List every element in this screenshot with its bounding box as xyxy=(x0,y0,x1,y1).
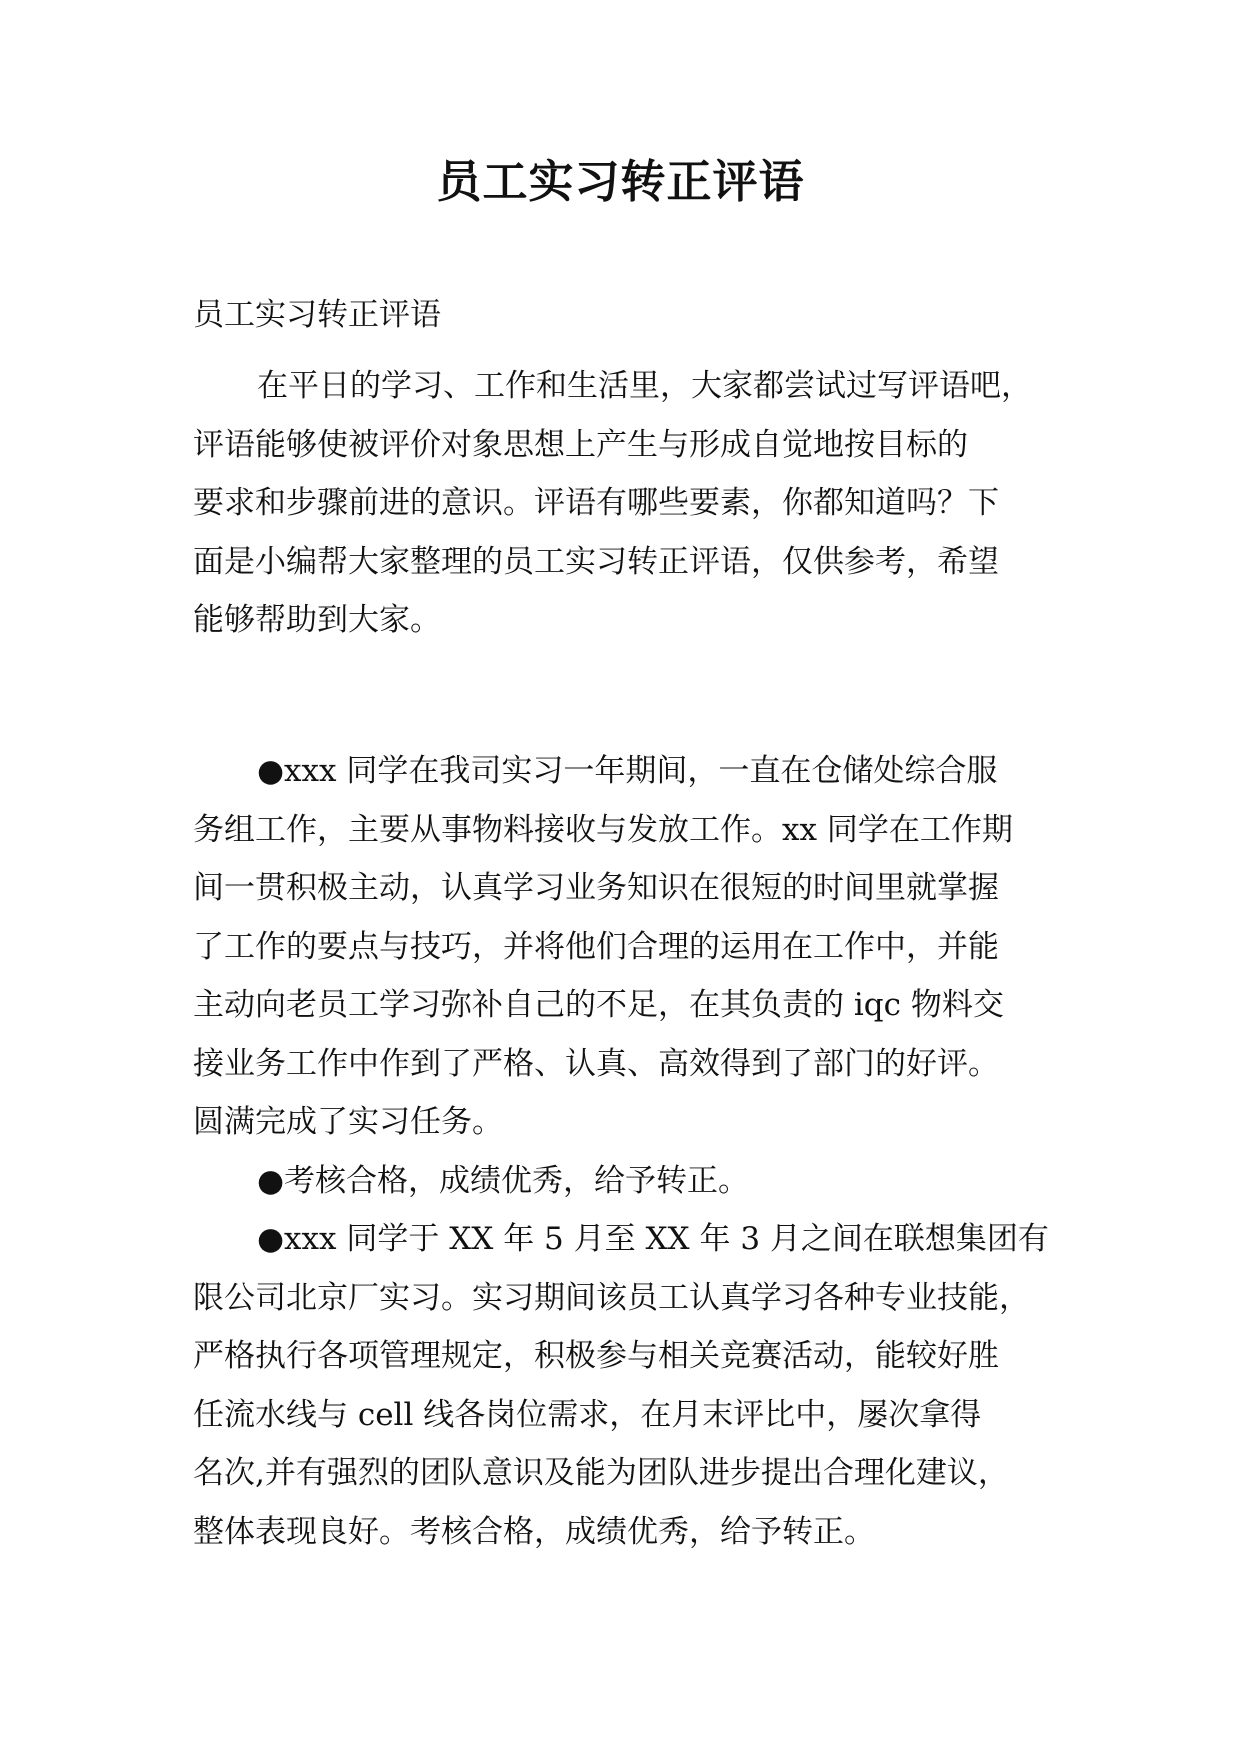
comment-line: 圆满完成了实习任务。 xyxy=(193,1104,503,1140)
comment-paragraph-1 xyxy=(193,742,1073,1210)
comment-line: 严格执行各项管理规定，积极参与相关竞赛活动，能较好胜 xyxy=(193,1338,999,1374)
comment-line: 名次,并有强烈的团队意识及能为团队进步提出合理化建议， xyxy=(193,1455,1009,1491)
comment-line: 主动向老员工学习弥补自己的不足，在其负责的 iqc 物料交 xyxy=(193,987,1004,1023)
comment-line: 整体表现良好。考核合格，成绩优秀，给予转正。 xyxy=(193,1513,875,1550)
comment-line: 务组工作，主要从事物料接收与发放工作。xx 同学在工作期 xyxy=(193,811,1013,848)
comment-line: 任流水线与 cell 线各岗位需求，在月末评比中，屡次拿得 xyxy=(193,1396,982,1433)
comment-line: 间一贯积极主动，认真学习业务知识在很短的时间里就掌握 xyxy=(193,870,999,906)
comment-line: ●xxx 同学在我司实习一年期间，一直在仓储处综合服 xyxy=(257,753,998,789)
document-title: 员工实习转正评语 xyxy=(436,155,805,208)
comment-line: 接业务工作中作到了严格、认真、高效得到了部门的好评。 xyxy=(193,1045,999,1082)
comment-paragraph-2 xyxy=(193,1210,1073,1561)
intro-line: 在平日的学习、工作和生活里，大家都尝试过写评语吧， xyxy=(257,368,1032,404)
document-subtitle: 员工实习转正评语 xyxy=(193,297,441,333)
comment-line: 限公司北京厂实习。实习期间该员工认真学习各种专业技能， xyxy=(193,1279,1030,1316)
intro-line: 能够帮助到大家。 xyxy=(193,602,441,638)
intro-line: 面是小编帮大家整理的员工实习转正评语，仅供参考，希望 xyxy=(193,543,999,580)
intro-line: 评语能够使被评价对象思想上产生与形成自觉地按目标的 xyxy=(193,426,968,463)
intro-line: 要求和步骤前进的意识。评语有哪些要素，你都知道吗？下 xyxy=(193,485,999,521)
comment-line: ●考核合格，成绩优秀，给予转正。 xyxy=(257,1162,750,1199)
intro-paragraph xyxy=(193,357,1073,650)
comment-line: ●xxx 同学于 XX 年 5 月至 XX 年 3 月之间在联想集团有 xyxy=(257,1221,1049,1257)
comment-line: 了工作的要点与技巧，并将他们合理的运用在工作中，并能 xyxy=(193,928,999,965)
